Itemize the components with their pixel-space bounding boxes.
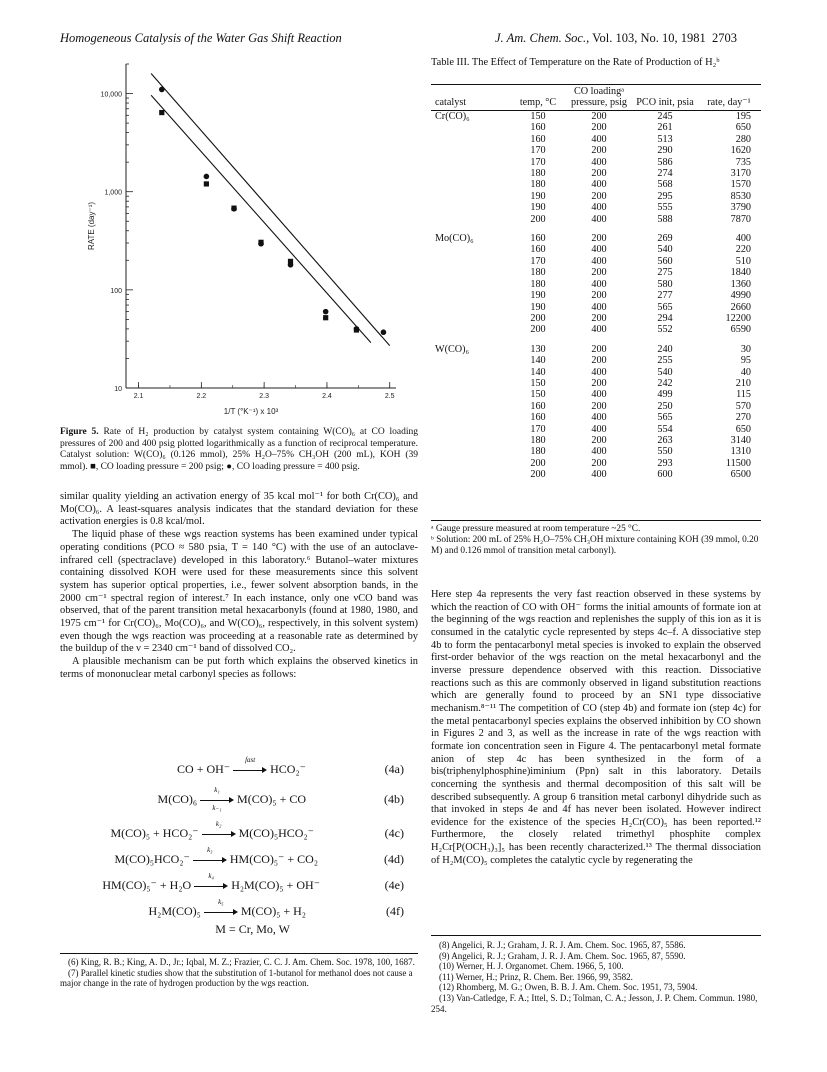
table-row xyxy=(431,267,761,278)
table-cell: 400 xyxy=(591,179,607,191)
arrow-icon xyxy=(233,756,267,775)
table-cell: 270 xyxy=(735,412,751,424)
table-cell: 400 xyxy=(591,412,607,424)
table-row xyxy=(431,302,761,313)
table-cell: 3140 xyxy=(730,434,751,446)
catalyst-cell xyxy=(431,355,511,366)
arrow-icon xyxy=(204,898,238,917)
fit-line xyxy=(151,95,371,342)
data-point-square xyxy=(204,181,209,186)
table-cell: 3170 xyxy=(730,168,751,180)
body-text-right xyxy=(431,589,761,867)
footnote: (7) Parallel kinetic studies show that the substitution of 1-butanol for methanol does not cause a major change in the rate of hydrogen production by the wgs reaction. xyxy=(60,967,413,989)
table-cell: 550 xyxy=(657,446,673,458)
catalyst-cell xyxy=(431,290,511,301)
catalyst-cell xyxy=(431,179,511,190)
catalyst-cell xyxy=(431,313,511,324)
table-cell: 12200 xyxy=(725,312,751,324)
data-point-circle xyxy=(204,174,210,180)
y-tick-label: 10 xyxy=(114,386,122,393)
table-cell: 150 xyxy=(530,389,546,401)
plot-area xyxy=(87,64,396,416)
table-cell: 400 xyxy=(591,366,607,378)
equation-4d xyxy=(60,846,418,870)
equation-left: M(CO)₅ + HCO₂⁻ xyxy=(110,826,199,840)
table-cell: 242 xyxy=(657,377,673,389)
table-cell: 150 xyxy=(530,377,546,389)
catalyst-cell: Mo(CO)₆ xyxy=(435,233,474,245)
table-cell: 200 xyxy=(591,290,607,302)
rate-constant: k₁ xyxy=(214,786,220,795)
table-cell: 200 xyxy=(591,122,607,134)
table-cell: 255 xyxy=(657,355,673,367)
table-cell: 200 xyxy=(591,355,607,367)
data-point-circle xyxy=(288,262,294,268)
column-header: catalyst xyxy=(431,85,511,111)
catalyst-cell xyxy=(431,202,511,213)
table-cell: 400 xyxy=(591,469,607,481)
equation-left: HM(CO)₅⁻ + H₂O xyxy=(102,878,192,892)
paragraph: The liquid phase of these wgs reaction systems has been examined under typical operating conditions (PCO ≈ 580 psia, T = 140 °C) with the use of an autoclave-infrared cell (spectraclave) developed in this laboratory.⁶ Butanol–water mixtures containing dissolved KOH were used for these measurements since this solvent system has superior optical properties, i.e., fewer solvent absorption bands, in the 2000 cm⁻¹ spectral region of interest.⁷ In each instance, only one νCO band was observed, that of the parent transition metal hexacarbonyls (found at 1980, 1980, and 1975 cm⁻¹ for Cr(CO)₆, Mo(CO)₆, and W(CO)₆, respectively, in this solvent system) even though the wgs reaction was proceeding at a reasonable rate as determined by the buildup of the ν = 2340 cm⁻¹ band of dissolved CO₂. xyxy=(60,529,418,655)
table-cell: 269 xyxy=(657,233,673,245)
fit-line xyxy=(151,74,390,346)
table-cell: 190 xyxy=(530,202,546,214)
equation-right: M(CO)₅ + H₂ xyxy=(240,904,306,918)
table-cell: 510 xyxy=(735,255,751,267)
table-cell: 586 xyxy=(657,156,673,168)
table-cell: 400 xyxy=(591,423,607,435)
table-cell: 30 xyxy=(740,343,751,355)
footnotes-right xyxy=(431,935,761,1014)
rate-constant: k₅ xyxy=(218,898,224,907)
table-row xyxy=(431,279,761,290)
table-cell: 400 xyxy=(591,255,607,267)
table-cell: 565 xyxy=(657,412,673,424)
table-cell: 400 xyxy=(591,389,607,401)
table-row xyxy=(431,145,761,156)
table-note: ᵃ Gauge pressure measured at room temperature ~25 °C. xyxy=(431,524,641,534)
table-cell: 200 xyxy=(591,400,607,412)
footnote: (12) Rhomberg, M. G.; Owen, B. B. J. Am. Chem. Soc. 1951, 73, 5904. xyxy=(439,982,698,993)
table-row xyxy=(431,412,761,423)
table-row xyxy=(431,111,761,123)
table-cell: 400 xyxy=(591,446,607,458)
table-row xyxy=(431,378,761,389)
table-cell: 4990 xyxy=(730,290,751,302)
table-cell: 140 xyxy=(530,366,546,378)
table-cell: 1570 xyxy=(730,179,751,191)
table-cell: 555 xyxy=(657,202,673,214)
equation-left: M(CO)₆ xyxy=(157,792,198,806)
table-cell: 560 xyxy=(657,255,673,267)
equation-left: CO + OH⁻ xyxy=(177,762,231,776)
table-cell: 274 xyxy=(657,168,673,180)
table-cell: 277 xyxy=(657,290,673,302)
table-row xyxy=(431,244,761,255)
table-row xyxy=(431,256,761,267)
table-row xyxy=(431,290,761,301)
table-cell: 200 xyxy=(530,213,546,225)
table-row xyxy=(431,458,761,469)
table-row xyxy=(431,389,761,400)
equation-number: (4f) xyxy=(386,904,404,918)
table-cell: 95 xyxy=(740,355,751,367)
table-cell: 400 xyxy=(591,133,607,145)
catalyst-cell xyxy=(431,424,511,435)
journal-volume: Vol. 103, No. 10, 1981 xyxy=(592,31,706,45)
body-text-left xyxy=(60,491,418,682)
table-cell: 170 xyxy=(530,156,546,168)
footnote: (13) Van-Catledge, F. A.; Ittel, S. D.; Tolman, C. A.; Jesson, J. P. Chem. Commun. 1980, 254. xyxy=(431,992,758,1014)
table-cell: 570 xyxy=(735,400,751,412)
table-cell: 400 xyxy=(591,278,607,290)
table-cell: 200 xyxy=(591,343,607,355)
rate-constant: k₄ xyxy=(208,872,214,881)
table-cell: 200 xyxy=(591,434,607,446)
table-cell: 513 xyxy=(657,133,673,145)
rate-constant: fast xyxy=(245,756,256,765)
equation-right: H₂M(CO)₅ + OH⁻ xyxy=(231,878,320,892)
footnote: (11) Werner, H.; Prinz, R. Chem. Ber. 1966, 99, 3582. xyxy=(439,971,633,982)
paragraph: A plausible mechanism can be put forth which explains the observed kinetics in terms of mononuclear metal carbonyl species as follows: xyxy=(60,656,418,680)
table-cell: 210 xyxy=(735,377,751,389)
equation-number: (4b) xyxy=(384,792,404,806)
table-cell: 200 xyxy=(530,469,546,481)
data-point-circle xyxy=(354,326,360,332)
column-header: PCO init, psia xyxy=(633,85,697,111)
catalyst-cell xyxy=(431,458,511,469)
table-cell: 170 xyxy=(530,423,546,435)
table-cell: 200 xyxy=(591,190,607,202)
table-cell: 2660 xyxy=(730,301,751,313)
table-cell: 400 xyxy=(591,156,607,168)
equation-right: HCO₂⁻ xyxy=(270,762,306,776)
table-cell: 160 xyxy=(530,133,546,145)
table-row xyxy=(431,179,761,190)
table-row xyxy=(431,157,761,168)
table-cell: 160 xyxy=(530,233,546,245)
table-cell: 295 xyxy=(657,190,673,202)
catalyst-cell xyxy=(431,214,511,225)
table-row xyxy=(431,424,761,435)
table-cell: 8530 xyxy=(730,190,751,202)
y-tick-label: 10,000 xyxy=(100,91,122,99)
metals-line xyxy=(60,922,418,940)
table-cell: 190 xyxy=(530,301,546,313)
table-cell: 400 xyxy=(591,202,607,214)
table-cell: 245 xyxy=(657,111,673,122)
column-header: temp, °C xyxy=(511,85,565,111)
rate-constant-reverse: k₋₁ xyxy=(212,804,222,813)
table-cell: 400 xyxy=(591,213,607,225)
table-cell: 160 xyxy=(530,400,546,412)
table-cell: 180 xyxy=(530,168,546,180)
table-cell: 180 xyxy=(530,179,546,191)
x-tick-label: 2.5 xyxy=(384,393,395,400)
arrow-icon xyxy=(194,872,228,891)
catalyst-cell: W(CO)₆ xyxy=(435,343,470,355)
x-tick-label: 2.2 xyxy=(196,393,207,400)
table-cell: 400 xyxy=(735,233,751,245)
equation-right: M(CO)₅HCO₂⁻ xyxy=(238,826,314,840)
table-cell: 200 xyxy=(591,457,607,469)
x-tick-label: 2.1 xyxy=(133,393,144,400)
table-row xyxy=(431,225,761,244)
data-point-circle xyxy=(159,87,165,93)
table-row xyxy=(431,313,761,324)
arrow-icon xyxy=(202,820,236,839)
arrow-icon xyxy=(193,846,227,865)
paragraph: similar quality yielding an activation energy of 35 kcal mol⁻¹ for both Cr(CO)₆ and Mo(CO)₆. A least-squares analysis indicates that the standard deviation for these activation energies is 0.8 kcal/mol. xyxy=(60,491,418,528)
equation-number: (4a) xyxy=(384,762,404,776)
table-iii xyxy=(431,84,761,481)
table-cell: 568 xyxy=(657,179,673,191)
catalyst-cell xyxy=(431,256,511,267)
catalyst-cell xyxy=(431,446,511,457)
footnote: (8) Angelici, R. J.; Graham, J. R. J. Am. Chem. Soc. 1965, 87, 5586. xyxy=(439,940,686,950)
table-cell: 220 xyxy=(735,244,751,256)
data-point-square xyxy=(159,110,164,115)
table-row xyxy=(431,134,761,145)
table-cell: 600 xyxy=(657,469,673,481)
x-axis-label: 1/T (°K⁻¹) x 10³ xyxy=(223,407,279,416)
table-cell: 290 xyxy=(657,145,673,157)
table-cell: 540 xyxy=(657,244,673,256)
y-tick-label: 100 xyxy=(110,287,122,295)
table-cell: 580 xyxy=(657,278,673,290)
table-cell: 200 xyxy=(591,267,607,279)
table-cell: 195 xyxy=(735,111,751,122)
table-cell: 280 xyxy=(735,133,751,145)
table-row xyxy=(431,336,761,355)
equation-right: HM(CO)₅⁻ + CO₂ xyxy=(229,852,318,866)
catalyst-cell xyxy=(431,378,511,389)
table-cell: 115 xyxy=(736,389,751,401)
table-cell: 735 xyxy=(735,156,751,168)
catalyst-cell xyxy=(431,145,511,156)
catalyst-cell xyxy=(431,157,511,168)
table-cell: 650 xyxy=(735,423,751,435)
catalyst-cell xyxy=(431,435,511,446)
table-cell: 261 xyxy=(657,122,673,134)
table-cell: 1310 xyxy=(730,446,751,458)
table-cell: 170 xyxy=(530,255,546,267)
footnotes-left xyxy=(60,953,418,989)
table-title: Table III. The Effect of Temperature on the Rate of Production of H₂ᵇ xyxy=(431,57,720,68)
table-cell: 130 xyxy=(530,343,546,355)
table-cell: 6590 xyxy=(730,324,751,336)
equation-number: (4e) xyxy=(384,878,404,892)
figure-caption-text: Rate of H₂ production by catalyst system containing W(CO)₆ at CO loading pressures of 200 and 400 psig plotted logarithmically as a function of reciprocal temperature. Catalyst solution: W(CO)₆ (0.126 mmol), 25% H₂O–75% CH₃OH (200 mL), KOH (39 mmol). ■, CO loading pressure = 200 psig; ●, CO loading pressure = 400 psig. xyxy=(60,427,418,472)
table-row xyxy=(431,214,761,225)
running-header-journal xyxy=(495,31,737,46)
y-axis-label: RATE (day⁻¹) xyxy=(87,201,96,251)
table-row xyxy=(431,469,761,480)
catalyst-cell xyxy=(431,191,511,202)
catalyst-cell: Cr(CO)₆ xyxy=(435,111,470,122)
table-cell: 250 xyxy=(657,400,673,412)
table-cell: 200 xyxy=(530,457,546,469)
figure-5-chart xyxy=(78,58,408,420)
rate-constant: k₃ xyxy=(207,846,213,855)
table-body xyxy=(431,111,761,481)
table-row xyxy=(431,191,761,202)
table-cell: 200 xyxy=(591,377,607,389)
equation-left: H₂M(CO)₅ xyxy=(148,904,201,918)
table-cell: 540 xyxy=(657,366,673,378)
table-cell: 40 xyxy=(740,366,751,378)
table-row xyxy=(431,355,761,366)
table-cell: 565 xyxy=(657,301,673,313)
x-tick-label: 2.3 xyxy=(259,393,270,400)
table-cell: 6500 xyxy=(730,469,751,481)
equation-4c xyxy=(60,820,418,844)
equation-number: (4d) xyxy=(384,852,404,866)
table-cell: 1620 xyxy=(730,145,751,157)
catalyst-cell xyxy=(431,412,511,423)
figure-caption xyxy=(60,427,418,473)
y-tick-label: 1,000 xyxy=(104,189,122,197)
table-cell: 400 xyxy=(591,301,607,313)
table-cell: 190 xyxy=(530,290,546,302)
catalyst-cell xyxy=(431,469,511,480)
table-row xyxy=(431,202,761,213)
table-row xyxy=(431,122,761,133)
table-cell: 160 xyxy=(530,412,546,424)
catalyst-cell xyxy=(431,279,511,290)
table-cell: 200 xyxy=(591,168,607,180)
equation-4a xyxy=(60,756,418,780)
catalyst-cell xyxy=(431,134,511,145)
table-cell: 180 xyxy=(530,434,546,446)
data-point-square xyxy=(323,315,328,320)
data-point-circle xyxy=(381,329,387,335)
equation-right: M(CO)₅ + CO xyxy=(237,792,306,806)
table-cell: 160 xyxy=(530,244,546,256)
table-cell: 11500 xyxy=(725,457,751,469)
catalyst-cell xyxy=(431,324,511,335)
table-cell: 400 xyxy=(591,324,607,336)
table-row xyxy=(431,401,761,412)
table-cell: 294 xyxy=(657,312,673,324)
table-notes xyxy=(431,520,761,557)
table-cell: 263 xyxy=(657,434,673,446)
table-cell: 400 xyxy=(591,244,607,256)
footnote: (10) Werner, H. J. Organomet. Chem. 1966, 5, 100. xyxy=(439,961,624,972)
table-cell: 200 xyxy=(530,312,546,324)
catalyst-cell xyxy=(431,389,511,400)
table-cell: 200 xyxy=(591,233,607,245)
table-cell: 200 xyxy=(591,111,607,122)
table-cell: 650 xyxy=(735,122,751,134)
table-row xyxy=(431,168,761,179)
table-cell: 240 xyxy=(657,343,673,355)
data-point-circle xyxy=(258,241,264,247)
table-note: ᵇ Solution: 200 mL of 25% H₂O–75% CH₃OH mixture containing KOH (39 mmol, 0.20 M) and 0.126 mmol of transition metal carbonyl). xyxy=(431,535,759,556)
table-cell: 552 xyxy=(657,324,673,336)
table-row xyxy=(431,324,761,335)
footnote: (9) Angelici, R. J.; Graham, J. R. J. Am. Chem. Soc. 1965, 87, 5590. xyxy=(439,950,686,961)
table-row xyxy=(431,435,761,446)
equation-4b xyxy=(60,786,418,813)
catalyst-cell xyxy=(431,244,511,255)
table-cell: 200 xyxy=(530,324,546,336)
table-cell: 190 xyxy=(530,190,546,202)
catalyst-cell xyxy=(431,122,511,133)
table-cell: 170 xyxy=(530,145,546,157)
metals-definition: M = Cr, Mo, W xyxy=(215,922,290,936)
equation-4e xyxy=(60,872,418,896)
table-cell: 7870 xyxy=(730,213,751,225)
table-cell: 499 xyxy=(657,389,673,401)
equilibrium-arrow-icon xyxy=(200,786,234,813)
table-cell: 3790 xyxy=(730,202,751,214)
table-row xyxy=(431,446,761,457)
rate-constant: k₂ xyxy=(215,820,222,829)
table-cell: 275 xyxy=(657,267,673,279)
footnote: (6) King, R. B.; King, A. D., Jr.; Iqbal, M. Z.; Frazier, C. C. J. Am. Chem. Soc. 1978, 100, 1687. xyxy=(68,957,415,967)
table-cell: 140 xyxy=(530,355,546,367)
equation-left: M(CO)₅HCO₂⁻ xyxy=(114,852,190,866)
table-cell: 588 xyxy=(657,213,673,225)
table-cell: 293 xyxy=(657,457,673,469)
data-point-circle xyxy=(323,309,329,315)
journal-name: J. Am. Chem. Soc., xyxy=(495,31,590,45)
table-cell: 180 xyxy=(530,267,546,279)
running-header-title: Homogeneous Catalysis of the Water Gas Shift Reaction xyxy=(60,31,342,45)
catalyst-cell xyxy=(431,401,511,412)
equation-number: (4c) xyxy=(384,826,404,840)
data-point-circle xyxy=(231,206,237,212)
catalyst-cell xyxy=(431,168,511,179)
column-header: rate, day⁻¹ xyxy=(697,85,761,111)
equation-4f xyxy=(60,898,418,922)
column-header: CO loadingᵃ pressure, psig xyxy=(565,85,633,111)
table-row xyxy=(431,367,761,378)
table-cell: 554 xyxy=(657,423,673,435)
table-cell: 180 xyxy=(530,446,546,458)
x-tick-label: 2.4 xyxy=(322,393,332,400)
figure-label: Figure 5. xyxy=(60,427,99,437)
table-cell: 180 xyxy=(530,278,546,290)
paragraph: Here step 4a represents the very fast reaction observed in these systems by which the reaction of CO with OH⁻ forms the initial amounts of formate ion at the beginning of the wgs reaction and replenishes the supply of this ion as it is consumed in the catalytic cycle represented by steps 4c–f. A dissociative step 4b to form the pentacarbonyl metal species is invoked to explain the observed first-order behavior of the wgs reaction on the metal hexacarbonyl and the inverse pressure dependence observed with this reaction. Dissociative reactions such as this are commonly observed in ligand substitution reactions which are generally found to proceed by an SN1 type dissociative mechanism.⁸⁻¹¹ The competition of CO (step 4b) and formate ion (step 4c) for the metal pentacarbonyl species explains the observed inhibition by CO shown in Figures 2 and 3, as well as the increase in rate of the wgs reaction with formate ion concentration seen in Figure 4. The pentacarbonyl metal formate anion of step 4c has been synthesized in the form of a bis(triphenylphosphine)iminium (Ppn) salt in this laboratory. Details concerning the synthesis and thermal decomposition of this salt will be described subsequently. A group 6 transition metal carbonyl dihydride such as that invoked in steps 4e and 4f has never been isolated. However indirect evidence for the existence of the species H₂Cr(CO)₅ has been reported.¹² Furthermore, the closely related trimethyl phosphite complex H₂Cr[P(OCH₃)₃]₅ has been recently characterized.¹³ The thermal dissociation of H₂M(CO)₅ completes the catalytic cycle by regenerating the xyxy=(431,589,761,866)
table-cell: 150 xyxy=(530,111,546,122)
catalyst-cell xyxy=(431,302,511,313)
table-cell: 200 xyxy=(591,312,607,324)
table-cell: 1360 xyxy=(730,278,751,290)
table-cell: 1840 xyxy=(730,267,751,279)
catalyst-cell xyxy=(431,267,511,278)
table-cell: 160 xyxy=(530,122,546,134)
table-cell: 200 xyxy=(591,145,607,157)
catalyst-cell xyxy=(431,367,511,378)
page-number: 2703 xyxy=(712,31,738,45)
